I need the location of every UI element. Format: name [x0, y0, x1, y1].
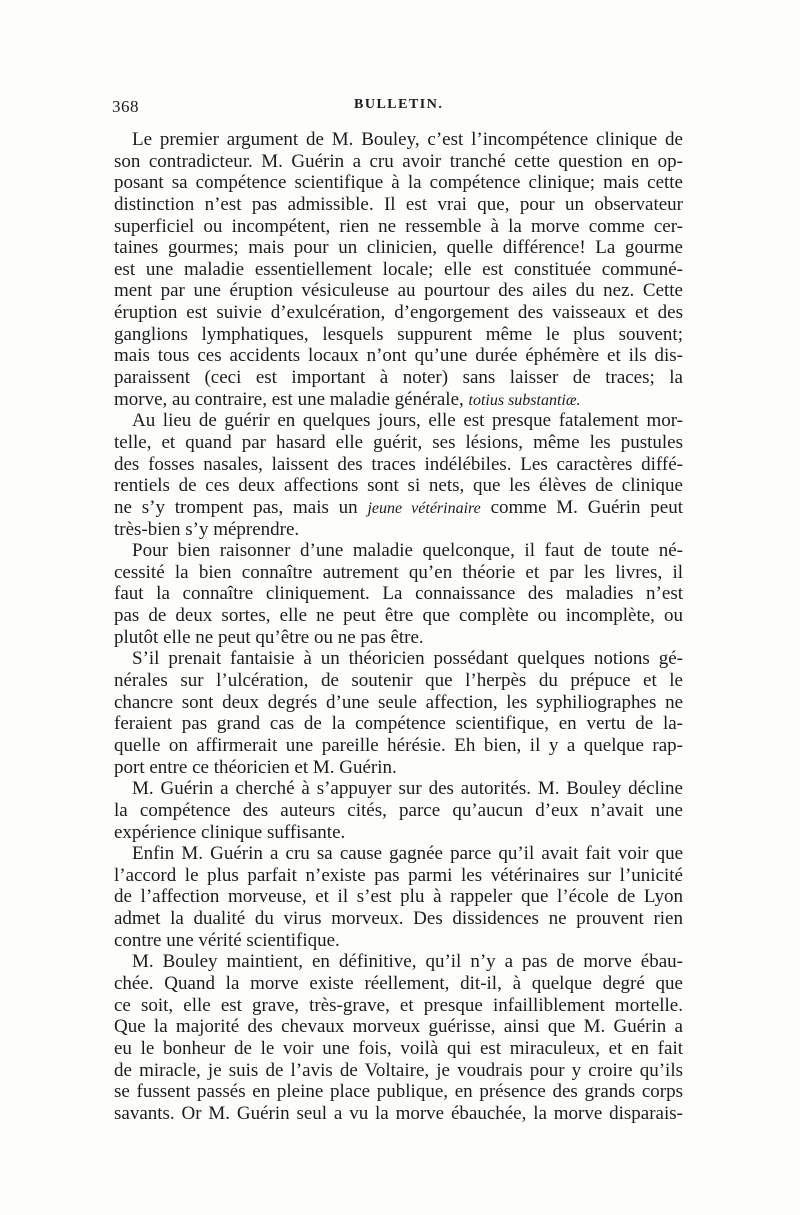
- text-line: [114, 951, 683, 973]
- text-line: [114, 302, 683, 324]
- line-text: cessité la bien connaître autrement qu’en théorie et par les livres, il: [114, 561, 683, 583]
- line-text: ganglions lymphatiques, lesquels suppurent même le plus souvent;: [114, 323, 683, 345]
- text-line: [114, 822, 683, 844]
- line-text-after: comme M. Guérin peut: [480, 496, 683, 518]
- text-line: [114, 324, 683, 346]
- text-line: [114, 1081, 683, 1103]
- italic-text: jeune vétérinaire: [367, 499, 481, 517]
- text-line: [114, 172, 683, 194]
- line-text: se fussent passés en pleine place publique, en présence des grands corps: [114, 1081, 683, 1103]
- line-text: faut la connaître cliniquement. La connaissance des maladies n’est: [114, 583, 683, 605]
- text-line: [114, 194, 683, 216]
- line-text: pas de deux sortes, elle ne peut être que complète ou incomplète, ou: [114, 605, 683, 627]
- line-text: l’accord le plus parfait n’existe pas parmi les vétérinaires sur l’unicité: [114, 864, 683, 886]
- line-text: morve, au contraire, est une maladie générale,: [114, 388, 469, 410]
- text-line: [114, 627, 683, 649]
- text-line: [114, 519, 683, 541]
- text-line: [114, 886, 683, 908]
- text-line: [114, 973, 683, 995]
- text-line: [114, 151, 683, 173]
- line-text: la compétence des auteurs cités, parce qu’aucun d’eux n’avait une: [114, 799, 683, 821]
- line-text: de miracle, je suis de l’avis de Voltaire, je voudrais pour y croire qu’ils: [114, 1059, 683, 1081]
- text-line: [114, 1038, 683, 1060]
- text-line: [114, 583, 683, 605]
- line-text: son contradicteur. M. Guérin a cru avoir tranché cette question en op-: [114, 150, 683, 172]
- line-text: telle, et quand par hasard elle guérit, ses lésions, même les pustules: [114, 431, 683, 453]
- line-text: chancre sont deux degrés d’une seule affection, les syphiliographes ne: [114, 691, 683, 713]
- line-text: expérience clinique suffisante.: [114, 821, 346, 843]
- text-body: [114, 129, 683, 1124]
- text-line: [114, 454, 683, 476]
- line-text: plutôt elle ne peut qu’être ou ne pas être.: [114, 626, 424, 648]
- text-line: [114, 259, 683, 281]
- running-head: [112, 97, 686, 119]
- text-line: [114, 129, 683, 151]
- line-text: port entre ce théoricien et M. Guérin.: [114, 756, 397, 778]
- line-text: S’il prenait fantaisie à un théoricien possédant quelques notions gé-: [132, 648, 683, 670]
- line-text: admet la dualité du virus morveux. Des dissidences ne prouvent rien: [114, 908, 683, 930]
- line-text: des fosses nasales, laissent des traces indélébiles. Les caractères diffé-: [114, 453, 683, 475]
- text-line: [114, 237, 683, 259]
- running-title: BULLETIN.: [354, 97, 444, 112]
- line-text: paraissent (ceci est important à noter) sans laisser de traces; la: [114, 367, 683, 389]
- text-line: [114, 475, 683, 497]
- line-text: Enfin M. Guérin a cru sa cause gagnée parce qu’il avait fait voir que: [132, 843, 683, 865]
- text-line: [114, 432, 683, 454]
- line-text: Pour bien raisonner d’une maladie quelconque, il faut de toute né-: [132, 540, 683, 562]
- text-line: [114, 1016, 683, 1038]
- line-text: ce soit, elle est grave, très-grave, et presque infailliblement mortelle.: [114, 994, 683, 1016]
- line-text: Le premier argument de M. Bouley, c’est l’incompétence clinique de: [132, 129, 683, 150]
- line-text: Au lieu de guérir en quelques jours, elle est presque fatalement mor-: [132, 410, 683, 432]
- text-line: [114, 367, 683, 389]
- text-line: [114, 216, 683, 238]
- text-line: [114, 757, 683, 779]
- line-text: est une maladie essentiellement locale; elle est constituée communé-: [114, 258, 683, 280]
- line-text: superficiel ou incompétent, rien ne ressemble à la morve comme cer-: [114, 215, 683, 237]
- italic-text: totius substantiæ.: [468, 391, 581, 409]
- text-line: [114, 908, 683, 930]
- line-text: eu le bonheur de le voir une fois, voilà qui est miraculeux, et en fait: [114, 1037, 683, 1059]
- text-line: [114, 540, 683, 562]
- text-line: [114, 778, 683, 800]
- line-text: très-bien s’y méprendre.: [114, 518, 300, 540]
- line-text: Que la majorité des chevaux morveux guérisse, ainsi que M. Guérin a: [114, 1016, 683, 1038]
- text-line: [114, 280, 683, 302]
- text-line: [114, 670, 683, 692]
- text-line: [114, 605, 683, 627]
- text-line: [114, 497, 683, 519]
- text-line: [114, 713, 683, 735]
- page-number: 368: [112, 97, 139, 116]
- line-text: éruption est suivie d’exulcération, d’engorgement des vaisseaux et des: [114, 302, 683, 324]
- line-text: M. Guérin a cherché à s’appuyer sur des autorités. M. Bouley décline: [132, 778, 683, 800]
- line-text: taines gourmes; mais pour un clinicien, quelle différence! La gourme: [114, 237, 683, 259]
- text-line: [114, 735, 683, 757]
- text-line: [114, 800, 683, 822]
- line-text: savants. Or M. Guérin seul a vu la morve ébauchée, la morve disparais-: [114, 1102, 683, 1124]
- line-text: mais tous ces accidents locaux n’ont qu’une durée éphémère et ils dis-: [114, 345, 683, 367]
- text-line: [114, 843, 683, 865]
- line-text: rentiels de ces deux affections sont si nets, que les élèves de clinique: [114, 475, 683, 497]
- line-text: quelle on affirmerait une pareille hérésie. Eh bien, il y a quelque rap-: [114, 734, 683, 756]
- text-line: [114, 648, 683, 670]
- line-text: M. Bouley maintient, en définitive, qu’il n’y a pas de morve ébau-: [132, 951, 683, 973]
- line-text: feraient pas grand cas de la compétence scientifique, en vertu de la-: [114, 713, 683, 735]
- text-line: [114, 562, 683, 584]
- text-line: [114, 692, 683, 714]
- text-line: [114, 410, 683, 432]
- text-line: [114, 930, 683, 952]
- text-line: [114, 1060, 683, 1082]
- line-text: ne s’y trompent pas, mais un: [114, 496, 368, 518]
- line-text: de l’affection morveuse, et il s’est plu à rappeler que l’école de Lyon: [114, 886, 683, 908]
- text-line: [114, 865, 683, 887]
- text-line: [114, 389, 683, 411]
- line-text: distinction n’est pas admissible. Il est vrai que, pour un observateur: [114, 193, 683, 215]
- line-text: posant sa compétence scientifique à la compétence clinique; mais cette: [114, 172, 683, 194]
- line-text: chée. Quand la morve existe réellement, dit-il, à quelque degré que: [114, 972, 683, 994]
- line-text: ment par une éruption vésiculeuse au pourtour des ailes du nez. Cette: [114, 280, 683, 302]
- line-text: nérales sur l’ulcération, de soutenir que l’herpès du prépuce et le: [114, 670, 683, 692]
- text-line: [114, 995, 683, 1017]
- text-line: [114, 345, 683, 367]
- text-line: [114, 1103, 683, 1125]
- line-text: contre une vérité scientifique.: [114, 929, 340, 951]
